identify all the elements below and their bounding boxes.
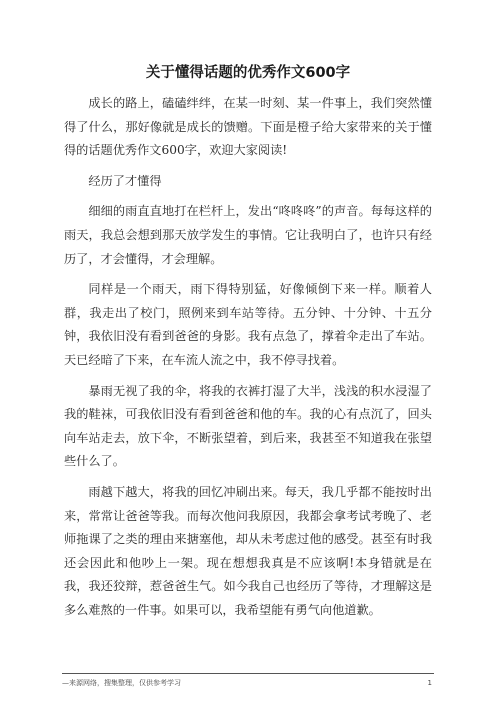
page-number: 1 (427, 679, 432, 687)
document-title: 关于懂得话题的优秀作文600字 (145, 65, 351, 81)
paragraph-1: 细细的雨直直地打在栏杆上，发出“咚咚咚”的声音。每每这样的雨天，我总会想到那天放学发生的事情。它让我明白了，也许只有经历了，才会懂得，才会理解。 (64, 204, 432, 266)
paragraph-2: 同样是一个雨天，雨下得特别猛，好像倾倒下来一样。顺着人群，我走出了校门，照例来到车站等待。五分钟、十分钟、十五分钟，我依旧没有看到爸爸的身影。我有点急了，撑着伞走出了车站。天已经暗了下来，在车流人流之中，我不停寻找着。 (64, 282, 432, 367)
document-body (64, 92, 432, 629)
paragraph-3: 暴雨无视了我的伞，将我的衣裤打湿了大半，浅浅的积水浸湿了我的鞋袜，可我依旧没有看到爸爸和他的车。我的心有点沉了，回头向车站走去，放下伞，不断张望着，到后来，我甚至不知道我在张望些什么了。 (64, 383, 432, 469)
paragraph-4: 雨越下越大，将我的回忆冲刷出来。每天，我几乎都不能按时出来，常常让爸爸等我。而每次他问我原因，我都会拿考试考晚了、老师拖课了之类的理由来搪塞他，却从未考虑过他的感受。甚至有时我还会因此和他吵上一架。现在想想我真是不应该啊!本身错就是在我，我还狡辩，惹爸爸生气。如今我自己也经历了等待，才理解这是多么难熬的一件事。如果可以，我希望能有勇气向他道歉。 (64, 484, 432, 617)
footer-divider (62, 673, 434, 674)
paragraph-intro: 成长的路上，磕磕绊绊，在某一时刻、某一件事上，我们突然懂得了什么，那好像就是成长的馈赠。下面是橙子给大家带来的关于懂得的话题优秀作文600字，欢迎大家阅读! (64, 96, 432, 158)
footer-source-note: —来源网络，搜集整理，仅供参考学习 (62, 679, 181, 687)
section-heading: 经历了才懂得 (88, 173, 162, 188)
